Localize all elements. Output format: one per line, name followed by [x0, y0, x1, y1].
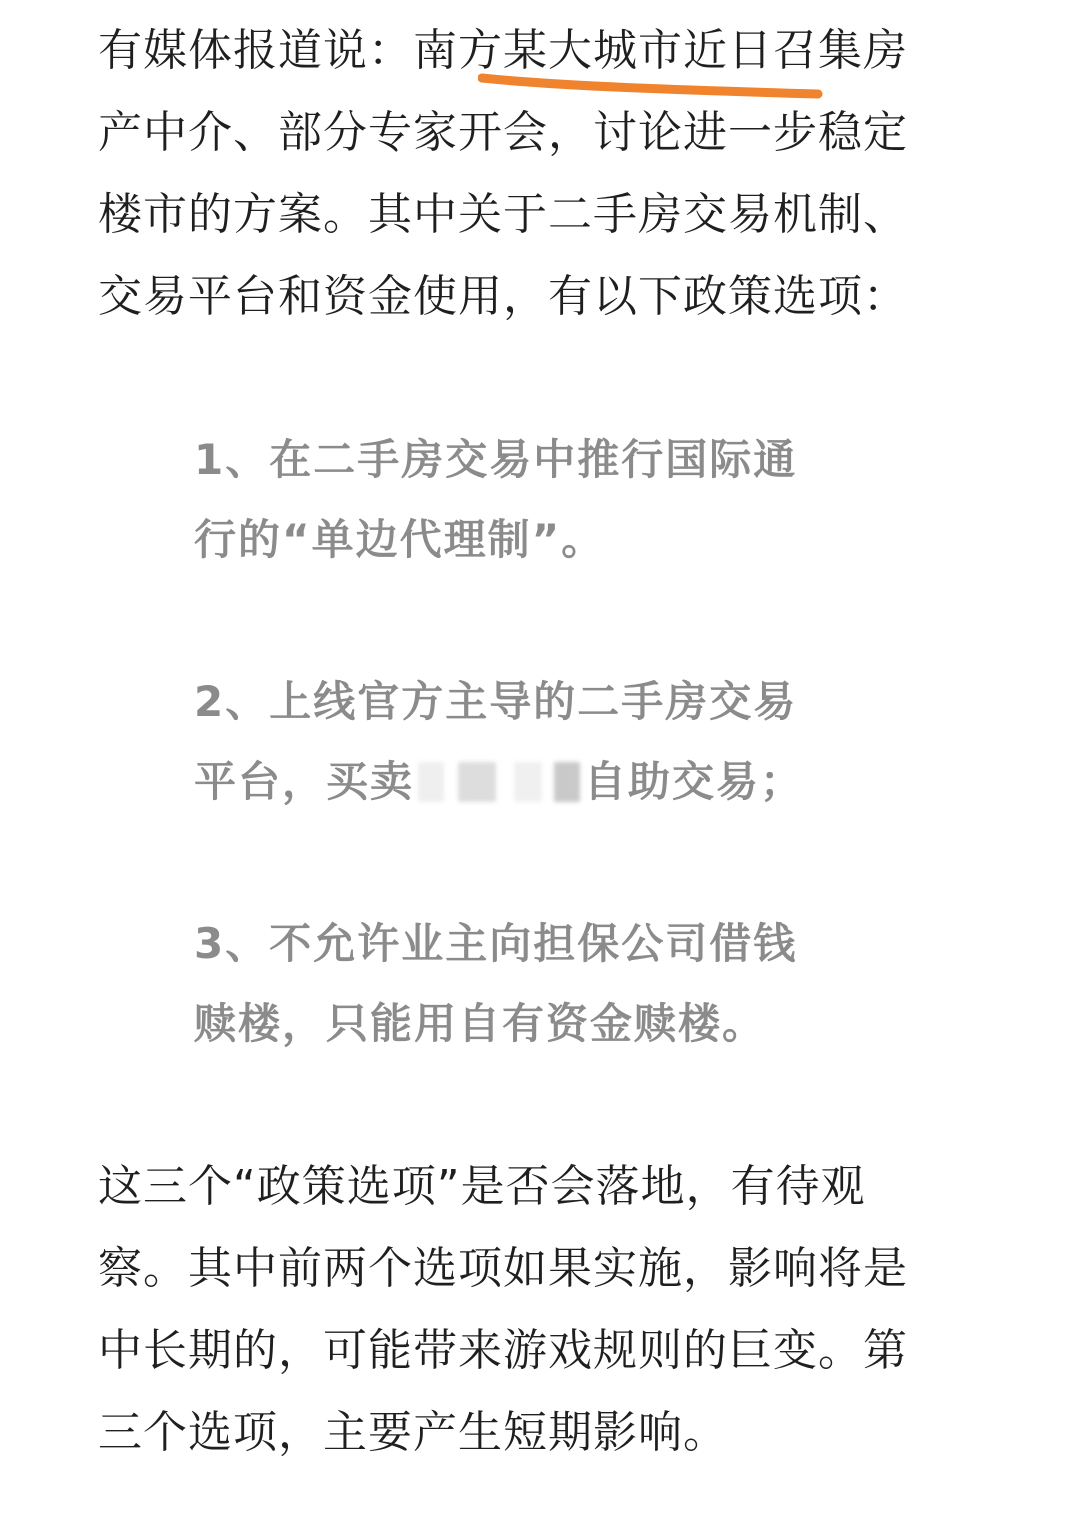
option-2-line-1: 2、上线官方主导的二手房交易	[194, 677, 798, 726]
outro-line-1: 这三个“政策选项”是否会落地，有待观	[98, 1161, 866, 1212]
option-3-line-1: 3、不允许业主向担保公司借钱	[194, 919, 798, 968]
option-2-line-2-start: 平台，买卖	[194, 757, 415, 806]
option-1-line-1: 1、在二手房交易中推行国际通	[194, 435, 798, 484]
option-2-line-2	[194, 742, 914, 822]
option-1-line-2: 行的“单边代理制”。	[194, 515, 606, 564]
intro-line-4: 交易平台和资金使用，有以下政策选项：	[98, 271, 908, 322]
policy-option-1	[194, 420, 914, 580]
intro-line-3: 楼市的方案。其中关于二手房交易机制、	[98, 189, 908, 240]
intro-line-1: 有媒体报道说：南方某大城市近日召集房	[98, 25, 908, 76]
policy-option-3	[194, 904, 914, 1064]
option-2-line-2-end: 自助交易；	[584, 757, 805, 806]
intro-paragraph	[98, 10, 990, 338]
outro-line-3: 中长期的，可能带来游戏规则的巨变。第	[98, 1325, 908, 1376]
outro-line-4: 三个选项，主要产生短期影响。	[98, 1407, 728, 1458]
policy-option-2	[194, 662, 914, 822]
option-3-line-2: 赎楼，只能用自有资金赎楼。	[194, 999, 767, 1048]
outro-line-2: 察。其中前两个选项如果实施，影响将是	[98, 1243, 908, 1294]
redacted-blur	[414, 758, 584, 802]
outro-paragraph	[98, 1146, 990, 1474]
intro-line-2: 产中介、部分专家开会，讨论进一步稳定	[98, 107, 908, 158]
